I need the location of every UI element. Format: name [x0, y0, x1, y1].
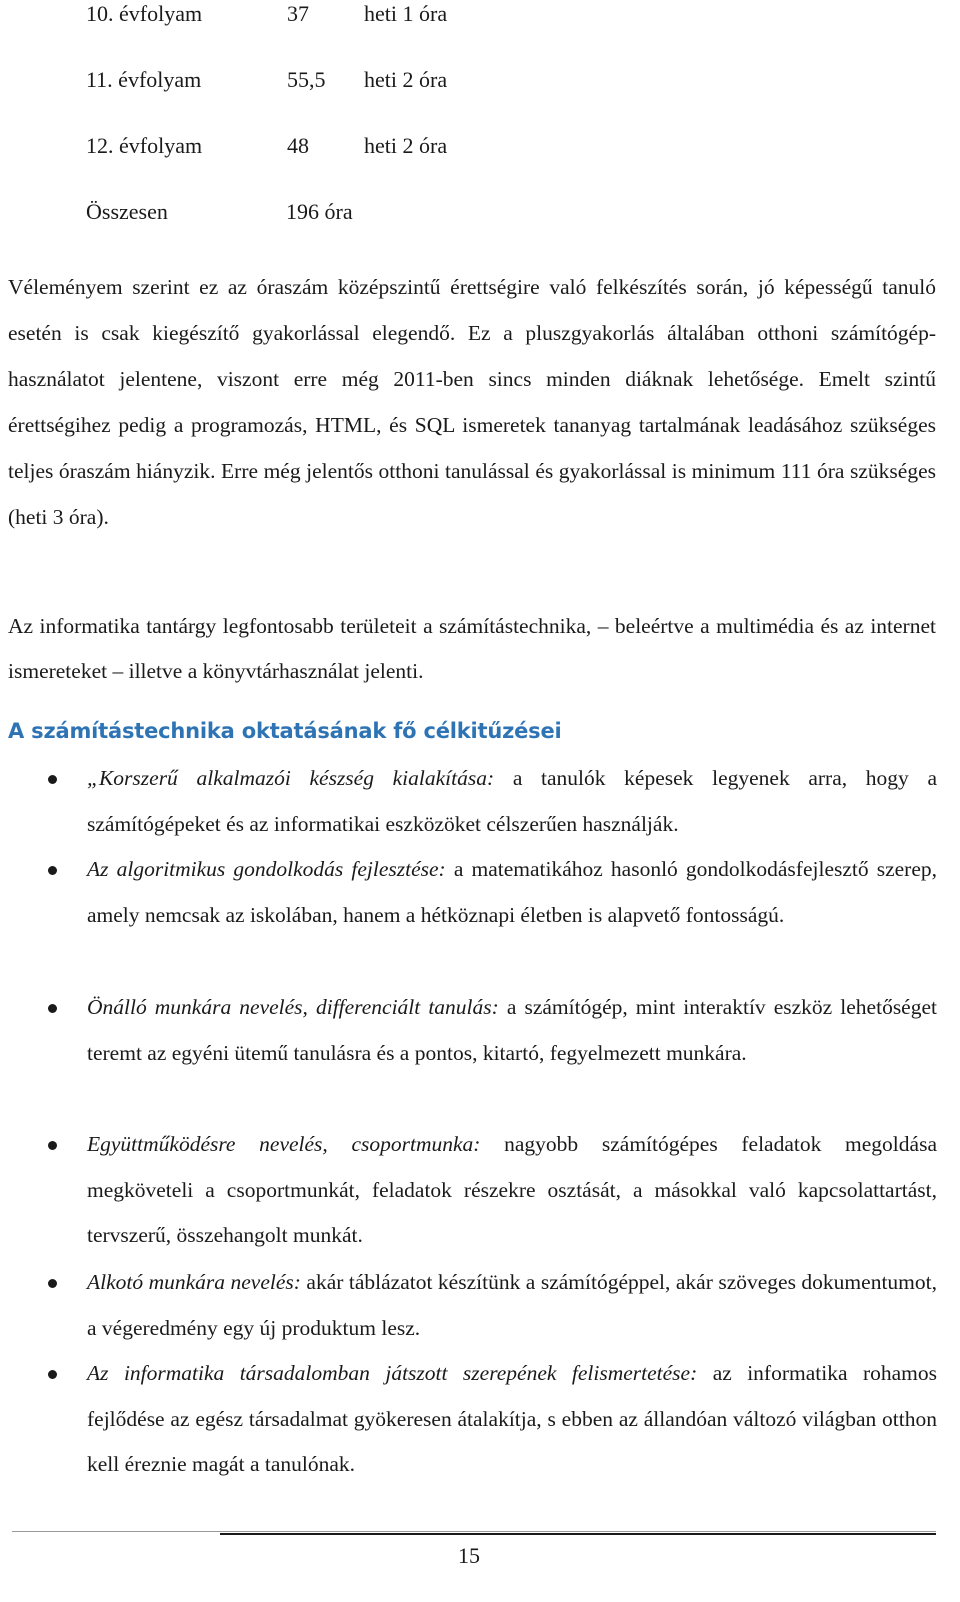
list-item-title: Együttműködésre nevelés, csoportmunka: — [87, 1132, 481, 1156]
list-item-title: „Korszerű alkalmazói készség kialakítása: — [87, 766, 495, 790]
list-item-text — [87, 1122, 937, 1259]
list-item-body: nagyobb számítógépes feladatok megoldása megköveteli a csoportmunkát, feladatok részekre osztását, a másokkal való kapcsolattartást, tervszerű, összehangolt munkát. — [87, 1132, 937, 1247]
bullet-icon — [48, 1004, 57, 1013]
list-item-text — [87, 756, 937, 847]
weekly-hours: heti 2 óra — [364, 133, 448, 158]
bullet-icon — [48, 1370, 57, 1379]
weekly-hours: heti 1 óra — [364, 1, 448, 26]
total-label: Összesen — [86, 199, 168, 224]
grade-label: 10. évfolyam — [86, 1, 203, 26]
hours-value: 55,5 — [287, 67, 326, 92]
total-value: 196 óra — [286, 199, 353, 224]
list-item-text — [87, 985, 937, 1076]
weekly-hours: heti 2 óra — [364, 67, 448, 92]
footer-divider — [12, 1531, 936, 1532]
bullet-icon — [48, 775, 57, 784]
list-item-title: Önálló munkára nevelés, differenciált tanulás: — [87, 995, 499, 1019]
list-item-body: a matematikához hasonló gondolkodásfejlesztő szerep, amely nemcsak az iskolában, hanem a hétköznapi életben is alapvető fontosságú. — [87, 857, 938, 927]
hours-value: 48 — [287, 133, 309, 158]
section-heading: A számítástechnika oktatásának fő célkitűzései — [8, 719, 562, 743]
list-item-title: Az algoritmikus gondolkodás fejlesztése: — [87, 857, 446, 881]
list-item-text — [87, 847, 937, 938]
list-item-body: a tanulók képesek legyenek arra, hogy a számítógépeket és az informatikai eszközöket célszerűen használják. — [87, 766, 938, 836]
grade-label: 12. évfolyam — [86, 133, 203, 158]
list-item-body: akár táblázatot készítünk a számítógéppel, akár szöveges dokumentumot, a végeredmény egy új produktum lesz. — [87, 1270, 937, 1340]
list-item-text — [87, 1351, 937, 1488]
grade-label: 11. évfolyam — [86, 67, 202, 92]
footer-divider-bold — [220, 1533, 936, 1535]
bullet-icon — [48, 1279, 57, 1288]
list-item-title: Alkotó munkára nevelés: — [87, 1270, 301, 1294]
list-item-title: Az informatika társadalomban játszott szerepének felismertetése: — [87, 1361, 698, 1385]
areas-paragraph: Az informatika tantárgy legfontosabb területeit a számítástechnika, – beleértve a multimédia és az internet ismereteket – illetve a könyvtárhasználat jelenti. — [8, 614, 936, 683]
opinion-paragraph: Véleményem szerint ez az óraszám középszintű érettségire való felkészítés során, jó képességű tanuló esetén is csak kiegészítő gyakorlással elegendő. Ez a pluszgyakorlás általában otthoni számítógép-használatot jelentene, viszont erre még 2011-ben sincs minden diáknak lehetősége. Emelt szintű érettségihez pedig a programozás, HTML, és SQL ismeretek tananyag tartalmának leadásához szükséges teljes óraszám hiányzik. Erre még jelentős otthoni tanulással és gyakorlással is minimum 111 óra szükséges (heti 3 óra). — [8, 275, 936, 529]
hours-value: 37 — [287, 1, 309, 26]
bullet-icon — [48, 1141, 57, 1150]
list-item-body: a számítógép, mint interaktív eszköz lehetőséget teremt az egyéni ütemű tanulásra és a pontos, kitartó, fegyelmezett munkára. — [87, 995, 937, 1065]
list-item-body: az informatika rohamos fejlődése az egész társadalmat gyökeresen átalakítja, s ebben az állandóan változó világban otthon kell éreznie magát a tanulónak. — [87, 1361, 937, 1476]
bullet-icon — [48, 866, 57, 875]
list-item-text — [87, 1260, 937, 1351]
page-number: 15 — [458, 1543, 480, 1568]
